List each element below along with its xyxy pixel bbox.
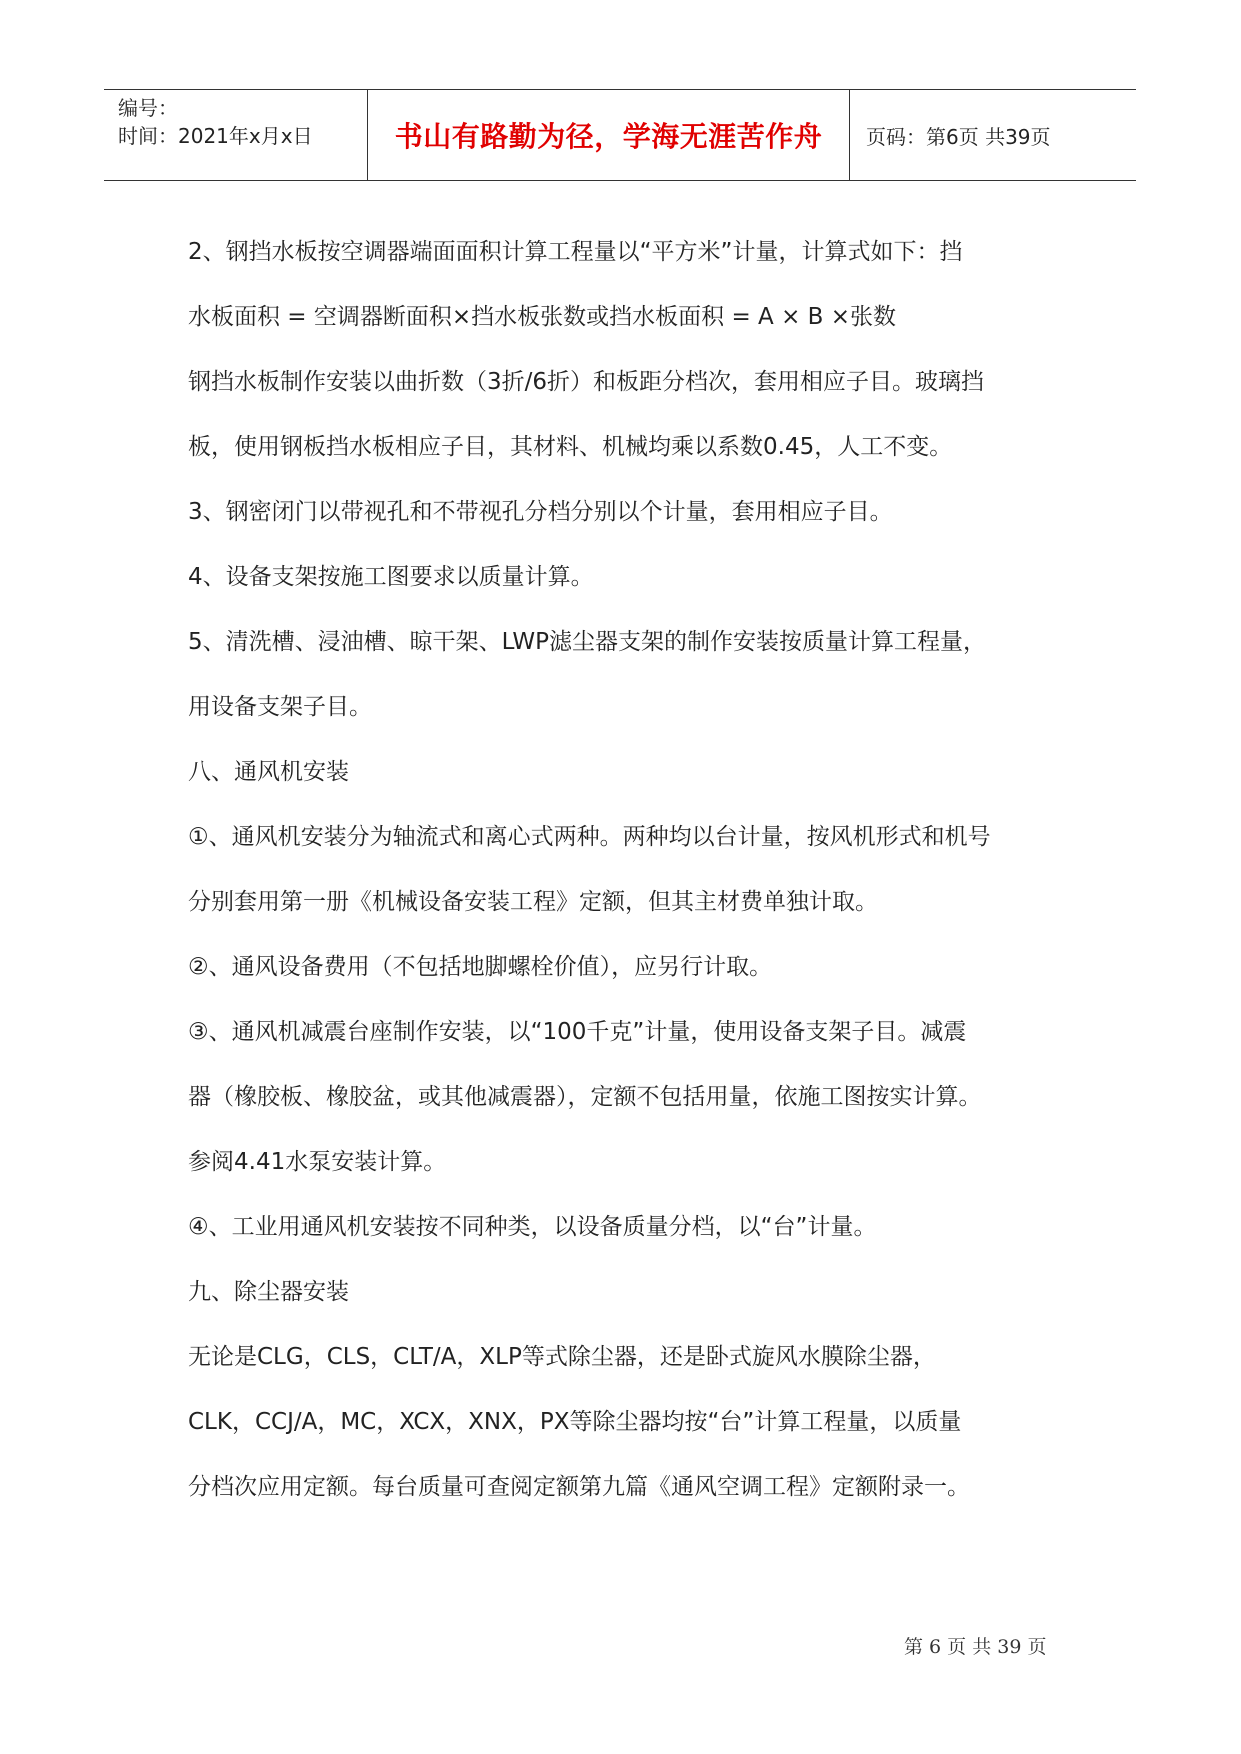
paragraph: 参阅4.41水泵安装计算。 (188, 1149, 447, 1175)
paragraph: 5、清洗槽、浸油槽、晾干架、LWP滤尘器支架的制作安装按质量计算工程量， (188, 629, 986, 655)
paragraph: 板，使用钢板挡水板相应子目，其材料、机械均乘以系数0.45，人工不变。 (188, 434, 953, 460)
paragraph: 无论是CLG，CLS，CLT/A，XLP等式除尘器，还是卧式旋风水膜除尘器， (188, 1344, 936, 1370)
header-page-label: 页码：第6页 共39页 (866, 124, 1051, 149)
paragraph: ②、通风设备费用（不包括地脚螺栓价值），应另行计取。 (188, 954, 773, 980)
paragraph: 水板面积 = 空调器断面积×挡水板张数或挡水板面积 = A × B ×张数 (188, 304, 897, 330)
paragraph: CLK，CCJ/A，MC，XCX，XNX，PX等除尘器均按“台”计算工程量，以质量 (188, 1409, 962, 1435)
page-footer: 第 6 页 共 39 页 (904, 1636, 1047, 1658)
paragraph: 2、钢挡水板按空调器端面面积计算工程量以“平方米”计量，计算式如下：挡 (188, 239, 963, 265)
paragraph: ④、工业用通风机安装按不同种类，以设备质量分档，以“台”计量。 (188, 1214, 877, 1240)
section-heading: 九、除尘器安装 (188, 1279, 349, 1305)
header-meta (104, 90, 368, 180)
paragraph: 器（橡胶板、橡胶盆，或其他减震器），定额不包括用量，依施工图按实计算。 (188, 1084, 982, 1110)
paragraph: ③、通风机减震台座制作安装，以“100千克”计量，使用设备支架子目。减震 (188, 1019, 967, 1045)
paragraph: ①、通风机安装分为轴流式和离心式两种。两种均以台计量，按风机形式和机号 (188, 824, 991, 850)
time-label: 时间：2021年x月x日 (118, 124, 313, 148)
document-body (188, 220, 1088, 1520)
paragraph: 分档次应用定额。每台质量可查阅定额第九篇《通风空调工程》定额附录一。 (188, 1474, 970, 1500)
header-motto: 书山有路勤为径，学海无涯苦作舟 (368, 90, 850, 180)
paragraph: 钢挡水板制作安装以曲折数（3折/6折）和板距分档次，套用相应子目。玻璃挡 (188, 369, 985, 395)
paragraph: 4、设备支架按施工图要求以质量计算。 (188, 564, 594, 590)
section-heading: 八、通风机安装 (188, 759, 349, 785)
page-header (104, 89, 1136, 181)
paragraph: 用设备支架子目。 (188, 694, 372, 720)
serial-label: 编号： (118, 96, 178, 120)
paragraph: 分别套用第一册《机械设备安装工程》定额，但其主材费单独计取。 (188, 889, 878, 915)
paragraph: 3、钢密闭门以带视孔和不带视孔分档分别以个计量，套用相应子目。 (188, 499, 893, 525)
